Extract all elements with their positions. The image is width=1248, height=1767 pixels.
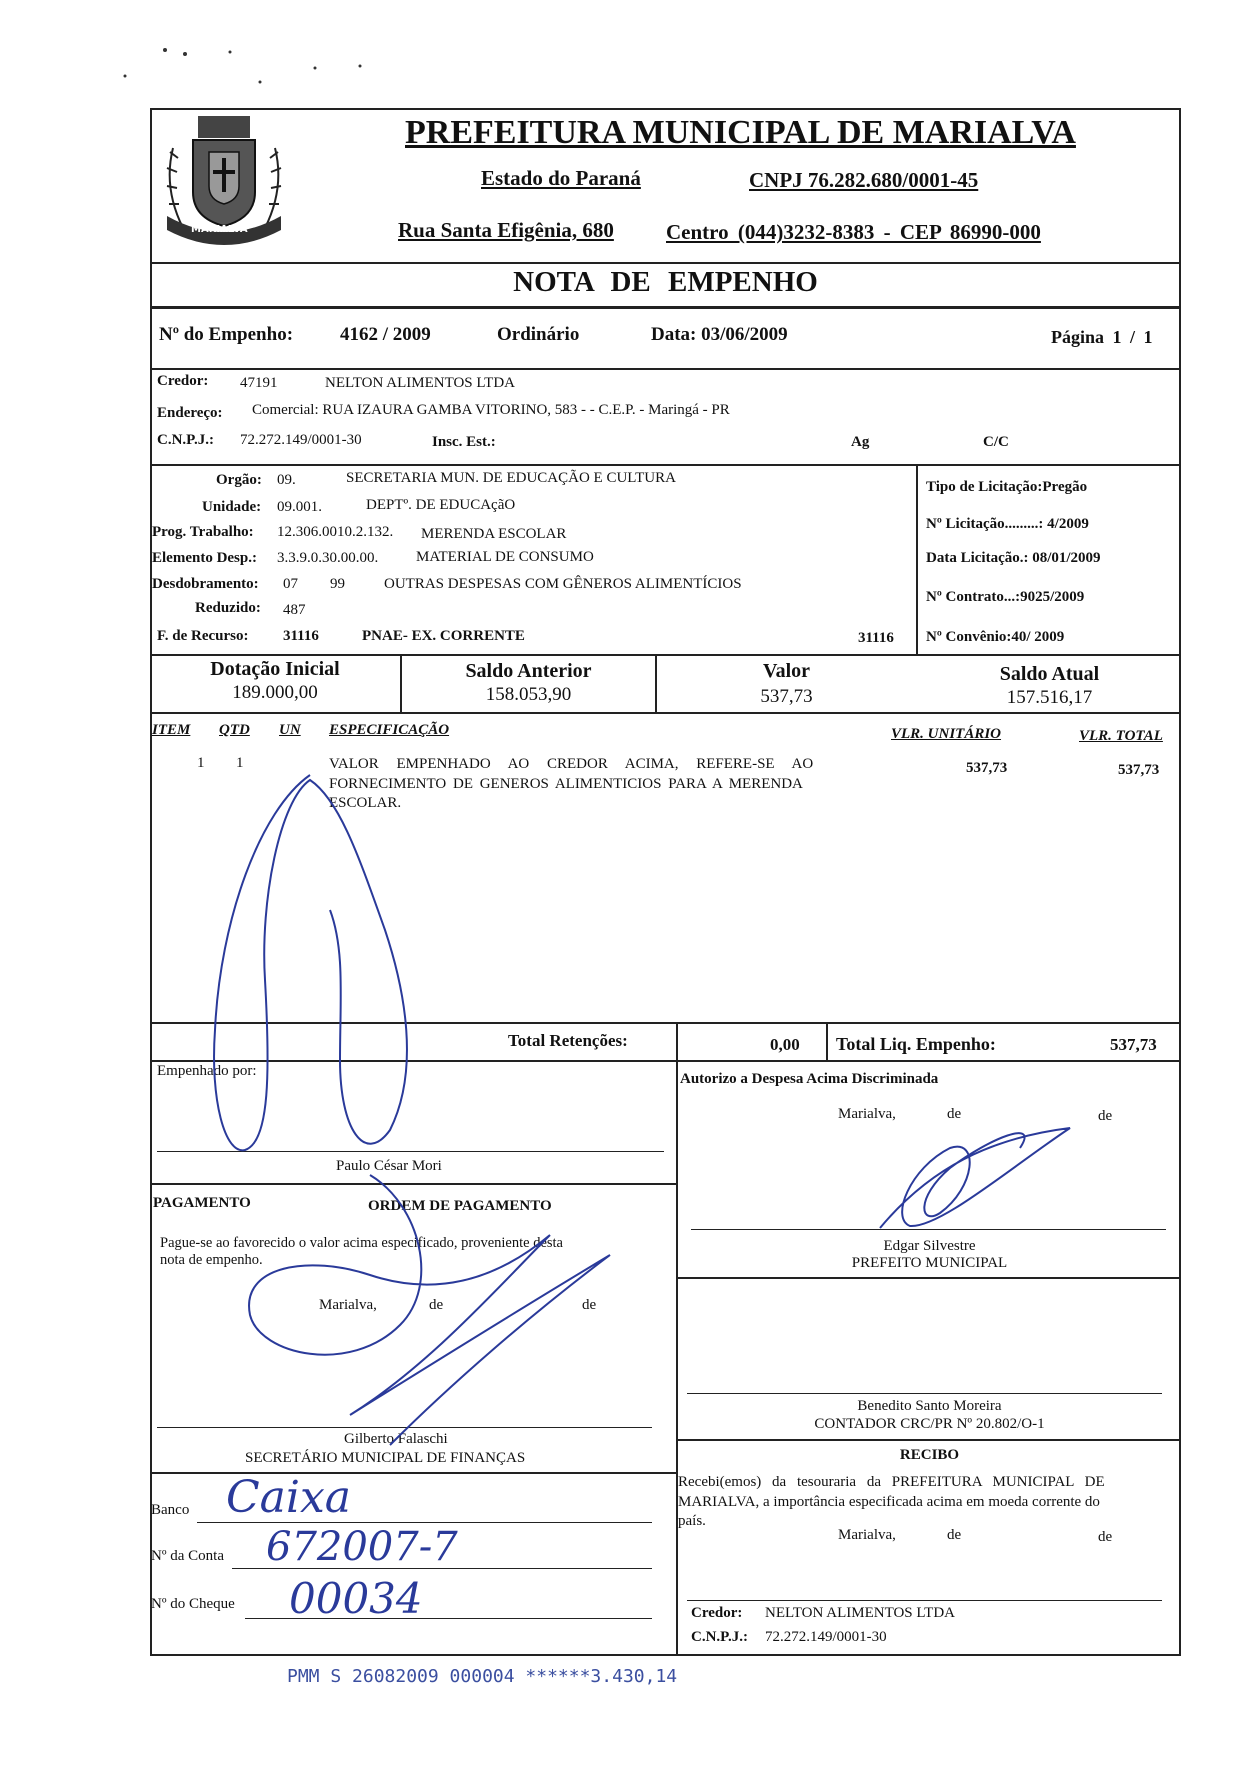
desdobramento-label: Desdobramento: (152, 576, 259, 592)
unidade-name: DEPTº. DE EDUCAçãO (366, 497, 516, 513)
ordem-pagamento-label: ORDEM DE PAGAMENTO (368, 1198, 552, 1214)
municipality-cnpj: CNPJ 76.282.680/0001-45 (749, 168, 979, 192)
total-liquido-value: 537,73 (1110, 1035, 1157, 1054)
divider (676, 1060, 678, 1656)
address-label: Endereço: (157, 405, 223, 421)
desdobramento-code-b: 99 (330, 576, 345, 592)
item-description-line: VALOR EMPENHADO AO CREDOR ACIMA, REFERE-SE AO (329, 756, 814, 772)
divider (150, 654, 1181, 656)
data-licitacao: Data Licitação.: 08/01/2009 (926, 550, 1101, 566)
recurso-code: 31116 (283, 628, 319, 644)
divider (676, 1439, 1181, 1441)
valor-value: 537,73 (760, 686, 813, 707)
signature-line (157, 1427, 652, 1428)
recurso-code-right: 31116 (858, 630, 894, 646)
recibo-city: Marialva, (838, 1527, 896, 1543)
divider (150, 1022, 1181, 1024)
autorizo-city: Marialva, (838, 1106, 896, 1122)
signature-line (691, 1229, 1166, 1230)
col-valor-unitario: VLR. UNITÁRIO (891, 726, 1002, 742)
recibo-text: MARIALVA, a importância especificada acima em moeda corrente do (678, 1494, 1100, 1510)
address-street: Rua Santa Efigênia, 680 (398, 218, 614, 242)
reduzido-value: 487 (283, 602, 306, 618)
reduzido-label: Reduzido: (195, 600, 261, 616)
autorizo-de-1: de (947, 1106, 962, 1122)
recibo-text: país. (678, 1513, 706, 1529)
desdobramento-code-a: 07 (283, 576, 298, 592)
divider (150, 1060, 1181, 1062)
retencoes-value: 0,00 (770, 1035, 800, 1054)
signature-line (687, 1600, 1162, 1601)
scan-specks (115, 48, 415, 88)
pagamento-label: PAGAMENTO (153, 1195, 251, 1211)
conta-handwritten: 672007-7 (266, 1524, 458, 1570)
signature-line (687, 1393, 1162, 1394)
secretario-name: Gilberto Falaschi (344, 1431, 448, 1447)
contador-role: CONTADOR CRC/PR Nº 20.802/O-1 (814, 1416, 1045, 1432)
prog-trabalho-code: 12.306.0010.2.132. (277, 524, 394, 540)
recurso-name: PNAE- EX. CORRENTE (362, 628, 525, 644)
orgao-code: 09. (277, 472, 296, 488)
empenhado-label: Empenhado por: (157, 1063, 257, 1079)
pagamento-city: Marialva, (319, 1297, 377, 1313)
saldo-anterior-label: Saldo Anterior (465, 660, 592, 682)
numero-convenio: Nº Convênio:40/ 2009 (926, 629, 1065, 645)
unidade-code: 09.001. (277, 499, 322, 515)
item-total-value: 537,73 (1118, 762, 1160, 778)
orgao-label: Orgão: (216, 472, 262, 488)
item-qtd: 1 (236, 755, 244, 771)
recurso-label: F. de Recurso: (157, 628, 249, 644)
cnpj-label: C.N.P.J.: (157, 432, 214, 448)
divider (150, 1183, 678, 1185)
elemento-label: Elemento Desp.: (152, 550, 257, 566)
ag-label: Ag (851, 434, 870, 450)
pagamento-de-1: de (429, 1297, 444, 1313)
col-item: ITEM (152, 722, 191, 738)
total-liquido-label: Total Liq. Empenho: (836, 1034, 996, 1054)
document-title: NOTA DE EMPENHO (513, 266, 818, 298)
cheque-handwritten: 00034 (289, 1574, 423, 1623)
item-description-line: ESCOLAR. (329, 795, 402, 811)
col-qtd: QTD (219, 722, 250, 738)
prefeito-name: Edgar Silvestre (883, 1238, 976, 1254)
col-especificacao: ESPECIFICAÇÃO (329, 722, 450, 738)
credor-label: Credor: (157, 373, 209, 389)
recibo-label: RECIBO (899, 1447, 960, 1463)
valor-label: Valor (762, 660, 811, 682)
saldo-anterior-value: 158.053,90 (485, 684, 572, 705)
divider (150, 262, 1181, 264)
divider (826, 1022, 828, 1060)
col-valor-total: VLR. TOTAL (1079, 728, 1163, 744)
tipo-licitacao: Tipo de Licitação:Pregão (926, 479, 1088, 495)
pagamento-de-2: de (582, 1297, 597, 1313)
banco-label: Banco (151, 1502, 190, 1518)
dotacao-value: 189.000,00 (232, 682, 318, 703)
recibo-cnpj-label: C.N.P.J.: (691, 1629, 748, 1645)
municipality-title: PREFEITURA MUNICIPAL DE MARIALVA (405, 114, 1076, 151)
conta-label: Nº da Conta (151, 1548, 224, 1564)
recibo-de-2: de (1098, 1529, 1113, 1545)
elemento-name: MATERIAL DE CONSUMO (416, 549, 594, 565)
numero-licitacao: Nº Licitação.........: 4/2009 (926, 516, 1089, 532)
recibo-text: Recebi(emos) da tesouraria da PREFEITURA MUNICIPAL DE (678, 1474, 1105, 1490)
dotacao-label: Dotação Inicial (210, 658, 340, 680)
recibo-de-1: de (947, 1527, 962, 1543)
divider (916, 464, 918, 656)
empenhado-name: Paulo César Mori (336, 1158, 442, 1174)
desdobramento-name: OUTRAS DESPESAS COM GÊNEROS ALIMENTÍCIOS (384, 576, 742, 592)
banco-handwritten: Caixa (226, 1472, 352, 1523)
pagamento-text: Pague-se ao favorecido o valor acima especificado, proveniente desta (160, 1235, 563, 1251)
credor-cnpj: 72.272.149/0001-30 (240, 432, 362, 448)
divider (150, 306, 1181, 309)
empenho-number: 4162 / 2009 (340, 324, 431, 345)
numero-contrato: Nº Contrato...:9025/2009 (926, 589, 1085, 605)
credor-name: NELTON ALIMENTOS LTDA (325, 375, 516, 391)
unidade-label: Unidade: (202, 499, 262, 515)
municipal-crest (153, 108, 295, 256)
autorizo-label: Autorizo a Despesa Acima Discriminada (680, 1071, 939, 1087)
item-number: 1 (197, 755, 205, 771)
elemento-code: 3.3.9.0.30.00.00. (277, 550, 379, 566)
crest-banner-text: MARIALVA (191, 224, 248, 235)
prog-trabalho-label: Prog. Trabalho: (152, 524, 254, 540)
empenho-type: Ordinário (497, 324, 580, 345)
saldo-atual-label: Saldo Atual (999, 663, 1100, 685)
retencoes-label: Total Retenções: (508, 1031, 628, 1050)
page-indicator: Página 1 / 1 (1051, 327, 1153, 347)
divider (150, 368, 1181, 370)
cheque-label: Nº do Cheque (151, 1596, 235, 1612)
empenho-number-label: Nº do Empenho: (159, 324, 294, 345)
autorizo-de-2: de (1098, 1108, 1113, 1124)
divider (676, 1277, 1181, 1279)
cc-label: C/C (983, 434, 1009, 450)
signature-line (157, 1151, 664, 1152)
item-unit-value: 537,73 (966, 760, 1008, 776)
recibo-credor-name: NELTON ALIMENTOS LTDA (765, 1605, 956, 1621)
saldo-atual-value: 157.516,17 (1006, 687, 1093, 708)
col-un: UN (279, 722, 301, 738)
insc-est-label: Insc. Est.: (432, 434, 496, 450)
address-contact: Centro (044)3232-8383 - CEP 86990-000 (666, 220, 1041, 244)
recibo-cnpj-value: 72.272.149/0001-30 (765, 1629, 887, 1645)
recibo-credor-label: Credor: (691, 1605, 743, 1621)
empenho-date: Data: 03/06/2009 (651, 324, 788, 345)
bank-stamp: PMM S 26082009 000004 ******3.430,14 (287, 1666, 678, 1687)
credor-code: 47191 (240, 375, 278, 391)
secretario-role: SECRETÁRIO MUNICIPAL DE FINANÇAS (245, 1450, 526, 1466)
prefeito-role: PREFEITO MUNICIPAL (851, 1255, 1008, 1271)
pagamento-text: nota de empenho. (160, 1252, 263, 1268)
prog-trabalho-name: MERENDA ESCOLAR (421, 526, 567, 542)
divider (676, 1022, 678, 1060)
credor-address: Comercial: RUA IZAURA GAMBA VITORINO, 583 - - C.E.P. - Maringá - PR (252, 402, 730, 418)
state-name: Estado do Paraná (481, 166, 641, 190)
item-description-line: FORNECIMENTO DE GENEROS ALIMENTICIOS PARA A MERENDA (329, 776, 803, 792)
orgao-name: SECRETARIA MUN. DE EDUCAÇÃO E CULTURA (346, 470, 676, 486)
divider (150, 712, 1181, 714)
contador-name: Benedito Santo Moreira (857, 1398, 1002, 1414)
divider (150, 464, 1181, 466)
